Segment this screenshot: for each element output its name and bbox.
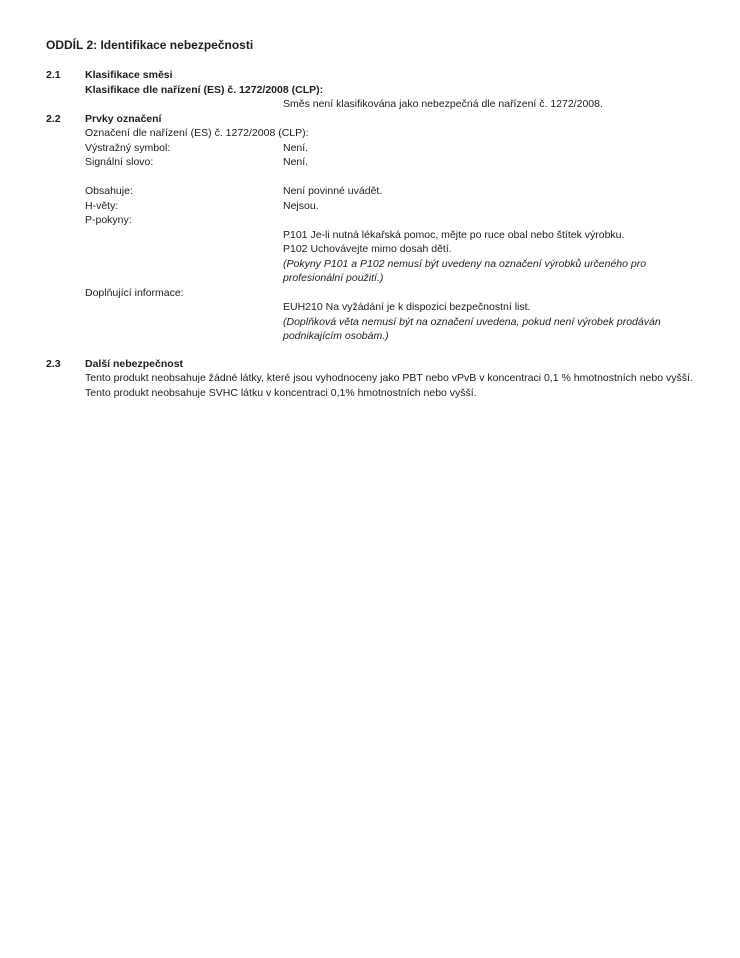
field-label: H-věty: <box>85 199 119 212</box>
field-value: Není povinné uvádět. <box>283 185 383 197</box>
p-statements-note: (Pokyny P101 a P102 nemusí být uvedeny na označení výrobků určeného pro profesionální použití.) <box>283 257 647 284</box>
subsection-heading: Klasifikace směsi <box>85 69 173 81</box>
spacer <box>85 170 695 185</box>
field-label-additional-info: Doplňující informace: <box>85 286 184 299</box>
field-value: Nejsou. <box>283 199 319 212</box>
pbt-vpvb-statement: Tento produkt neobsahuje žádné látky, které jsou vyhodnoceny jako PBT nebo vPvB v koncentraci 0,1 % hmotnostních nebo vyšší. <box>85 372 693 384</box>
field-label: Výstražný symbol: <box>85 141 171 154</box>
subsection-number: 2.3 <box>46 357 61 370</box>
subsection-heading: Prvky označení <box>85 112 162 125</box>
subsection-2-1 <box>46 68 695 112</box>
field-value: Není. <box>283 141 309 154</box>
subsection-heading: Další nebezpečnost <box>85 357 184 370</box>
labelling-intro: Označení dle nařízení (ES) č. 1272/2008 (CLP): <box>85 127 309 139</box>
svhc-statement: Tento produkt neobsahuje SVHC látku v koncentraci 0,1% hmotnostních nebo vyšší. <box>85 386 477 399</box>
field-row-h-statements <box>85 199 695 214</box>
subsection-number: 2.1 <box>46 69 61 81</box>
field-value: Není. <box>283 156 309 168</box>
field-row-signal-word <box>85 155 695 170</box>
field-label: Signální slovo: <box>85 156 154 168</box>
section-title: ODDÍL 2: Identifikace nebezpečnosti <box>46 38 254 52</box>
subsection-number: 2.2 <box>46 112 61 125</box>
field-row-contains <box>85 184 695 199</box>
classification-subheading: Klasifikace dle nařízení (ES) č. 1272/2008 (CLP): <box>85 83 324 96</box>
euh-statement: EUH210 Na vyžádání je k dispozici bezpečnostní list. <box>283 301 531 313</box>
p-statement-1: P101 Je-li nutná lékařská pomoc, mějte po ruce obal nebo štítek výrobku. <box>283 228 625 241</box>
p-statement-2: P102 Uchovávejte mimo dosah dětí. <box>283 243 452 255</box>
subsection-2-3 <box>46 357 695 401</box>
subsection-2-2 <box>46 112 695 344</box>
classification-value: Směs není klasifikována jako nebezpečná dle nařízení č. 1272/2008. <box>283 98 603 110</box>
field-label: Obsahuje: <box>85 185 133 197</box>
euh-note: (Doplňková věta nemusí být na označení uvedena, pokud není výrobek prodáván podnikajícím osobám.) <box>283 315 661 342</box>
field-row-warning-symbol <box>85 141 695 156</box>
field-label-p-statements: P-pokyny: <box>85 214 132 226</box>
spacer <box>0 344 740 357</box>
